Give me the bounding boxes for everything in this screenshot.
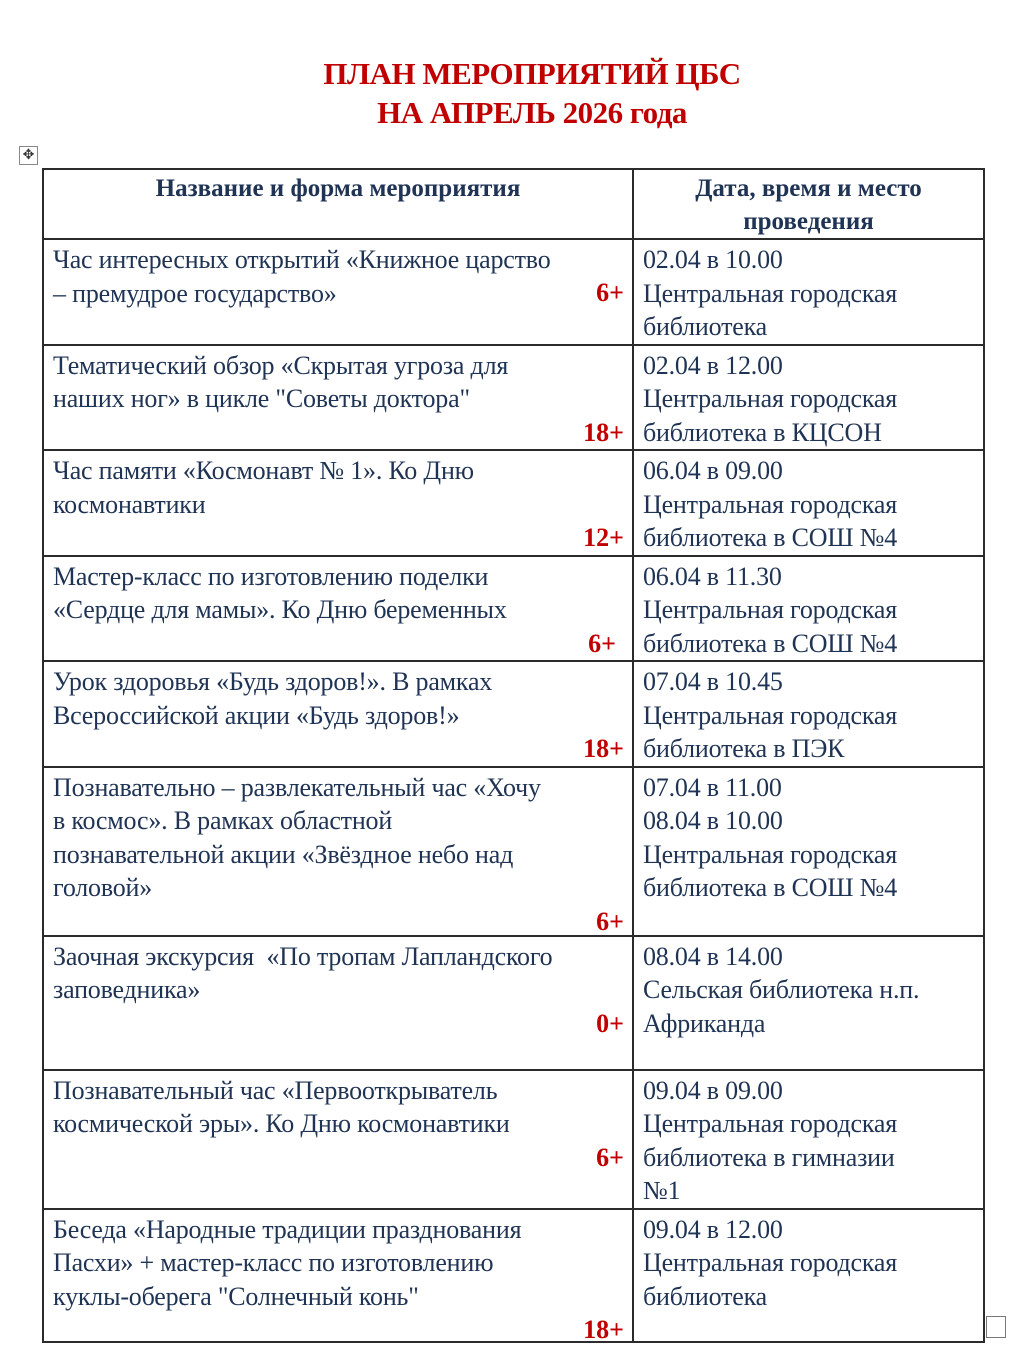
table-row: [43, 1070, 984, 1209]
table-row: [43, 661, 984, 767]
age-rating: 18+: [583, 1313, 624, 1346]
age-rating: 18+: [583, 732, 624, 766]
event-details: 07.04 в 11.00 08.04 в 10.00 Центральная городская библиотека в СОШ №4: [634, 768, 983, 905]
age-rating: 6+: [596, 276, 624, 310]
table-row: [43, 239, 984, 345]
table-row: [43, 936, 984, 1070]
event-details: 09.04 в 09.00 Центральная городская библиотека в гимназии №1: [634, 1071, 983, 1208]
event-details: 08.04 в 14.00 Сельская библиотека н.п. Африканда: [634, 937, 983, 1041]
event-details: 06.04 в 11.30 Центральная городская библиотека в СОШ №4: [634, 557, 983, 661]
page-title-line-2: НА АПРЕЛЬ 2026 года: [0, 95, 1024, 131]
event-name: Заочная экскурсия «По тропам Лапландского заповедника»: [44, 937, 632, 1007]
table-row: [43, 556, 984, 662]
age-rating: 18+: [583, 416, 624, 450]
age-rating: 12+: [583, 521, 624, 555]
event-name: Урок здоровья «Будь здоров!». В рамках Всероссийской акции «Будь здоров!»: [44, 662, 632, 732]
end-of-table-marker: [986, 1316, 1006, 1338]
age-rating: 6+: [596, 1141, 624, 1175]
event-name: Тематический обзор «Скрытая угроза для наших ног» в цикле "Советы доктора": [44, 346, 632, 416]
event-name: Познавательный час «Первооткрыватель космической эры». Ко Дню космонавтики: [44, 1071, 632, 1141]
event-name: Час интересных открытий «Книжное царство – премудрое государство»: [44, 240, 632, 310]
event-name: Познавательно – развлекательный час «Хочу в космос». В рамках областной познавательной акции «Звёздное небо над головой»: [44, 768, 632, 905]
event-name: Час памяти «Космонавт № 1». Ко Дню космонавтики: [44, 451, 632, 521]
table-header-row: [43, 169, 984, 239]
event-details: 06.04 в 09.00 Центральная городская библиотека в СОШ №4: [634, 451, 983, 555]
event-details: 07.04 в 10.45 Центральная городская библиотека в ПЭК: [634, 662, 983, 766]
age-rating: 6+: [596, 905, 624, 939]
event-name: Мастер-класс по изготовлению поделки «Сердце для мамы». Ко Дню беременных: [44, 557, 632, 627]
header-details: Дата, время и место проведения: [633, 169, 984, 239]
page-title-line-1: ПЛАН МЕРОПРИЯТИЙ ЦБС: [0, 56, 1024, 92]
table-row: [43, 767, 984, 936]
event-details: 02.04 в 10.00 Центральная городская библиотека: [634, 240, 983, 344]
table-row: [43, 345, 984, 451]
table-row: [43, 1209, 984, 1342]
event-details: 02.04 в 12.00 Центральная городская библиотека в КЦСОН: [634, 346, 983, 450]
age-rating: 6+: [588, 627, 616, 661]
header-event: Название и форма мероприятия: [43, 169, 633, 239]
age-rating: 0+: [596, 1007, 624, 1041]
event-name: Беседа «Народные традиции празднования Пасхи» + мастер-класс по изготовлению куклы-оберега "Солнечный конь": [44, 1210, 632, 1314]
table-row: [43, 450, 984, 556]
events-table: [42, 168, 985, 1343]
event-details: 09.04 в 12.00 Центральная городская библиотека: [634, 1210, 983, 1314]
table-move-handle-icon[interactable]: ✥: [19, 146, 38, 165]
